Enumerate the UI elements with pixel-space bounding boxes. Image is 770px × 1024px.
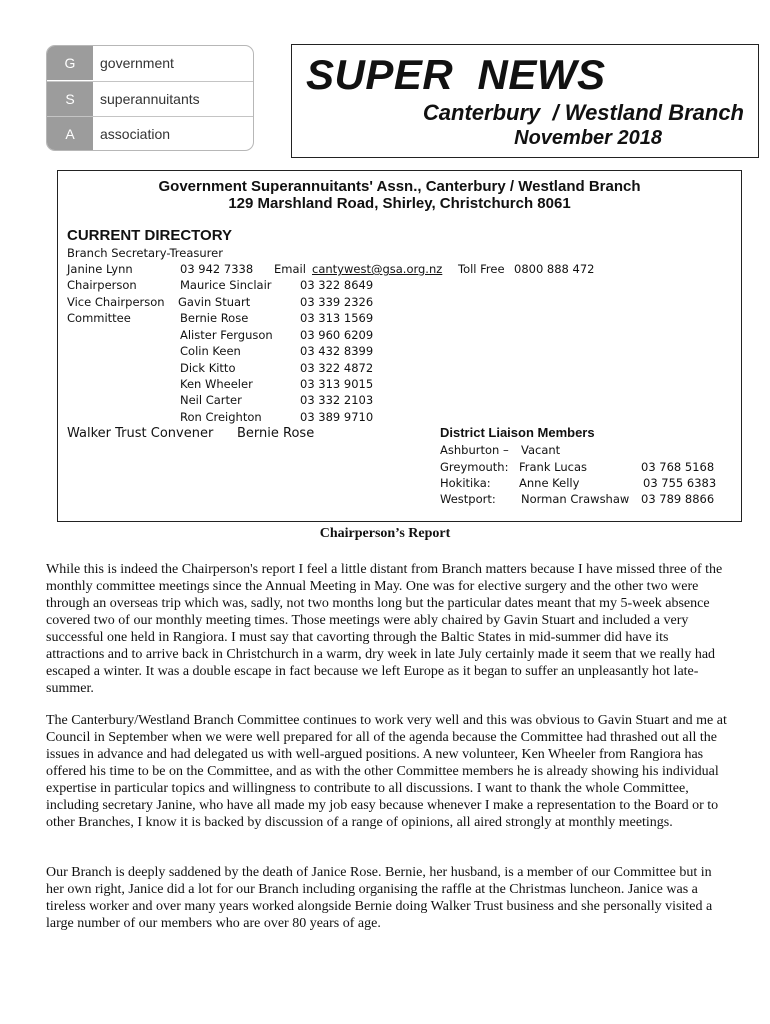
secretary-phone: 03 942 7338: [180, 262, 254, 276]
logo-word: superannuitants: [100, 91, 200, 107]
officer-role: Vice Chairperson: [67, 295, 165, 309]
walker-trust-role: Walker Trust Convener: [67, 426, 214, 441]
officer-name: Maurice Sinclair: [180, 278, 272, 292]
liaison-title: District Liaison Members: [440, 425, 595, 440]
report-title: Chairperson’s Report: [319, 526, 451, 541]
liaison-name: Norman Crawshaw: [521, 492, 630, 506]
directory-box: [57, 170, 742, 522]
officer-phone: 03 339 2326: [300, 295, 374, 309]
officer-name: Bernie Rose: [180, 311, 249, 325]
liaison-name: Vacant: [521, 443, 561, 457]
logo-row-superannuitants: [47, 81, 253, 116]
officer-name: Gavin Stuart: [178, 295, 251, 309]
officer-name: Colin Keen: [180, 344, 241, 358]
officer-name: Ken Wheeler: [180, 377, 253, 391]
report-paragraph: While this is indeed the Chairperson's report I feel a little distant from Branch matters because I have missed three of the monthly committee meetings since the Annual Meeting in May. One was for elective surgery and the other two were through an overseas trip which was, sadly, not two months long but the particular dates meant that my 5-week absence covered two of our monthly meeting times. Those meetings were ably chaired by Gavin Stuart and included a very successful one held in Rangiora. I must say that cavorting through the Baltic States in mid-summer did have its attractions and to arrive back in Christchurch in a warm, dry week in late July certainly made it seem that we really had escaped a winter. It was a double escape in fact because we left Europe as it began to suffer an unpleasantly hot late-summer.: [46, 562, 723, 696]
liaison-phone: 03 789 8866: [641, 492, 715, 506]
liaison-phone: 03 755 6383: [643, 476, 717, 490]
officer-phone: 03 389 9710: [300, 410, 374, 424]
liaison-place: Hokitika:: [440, 476, 491, 490]
officer-name: Alister Ferguson: [180, 328, 273, 342]
liaison-name: Frank Lucas: [519, 460, 588, 474]
officer-role: Chairperson: [67, 278, 137, 292]
issue-date: November 2018: [514, 127, 662, 149]
logo-row-government: [47, 46, 253, 80]
report-paragraph: Our Branch is deeply saddened by the death of Janice Rose. Bernie, her husband, is a member of our Committee but in her own right, Janice did a lot for our Branch including organising the raffle at the Christmas luncheon. Janice was a tireless worker and over many years worked alongside Bernie doing Walker Trust business and she personally visited a large number of our members who are over 80 years of age.: [46, 865, 713, 931]
gsa-logo: [46, 45, 254, 151]
secretary-name: Janine Lynn: [67, 262, 133, 276]
secretary-role: Branch Secretary-Treasurer: [67, 246, 223, 260]
liaison-place: Ashburton –: [440, 443, 509, 457]
officer-phone: 03 960 6209: [300, 328, 374, 342]
newsletter-title: SUPER NEWS: [306, 51, 606, 98]
walker-trust-name: Bernie Rose: [237, 426, 315, 441]
logo-word: government: [100, 55, 174, 71]
liaison-place: Westport:: [440, 492, 496, 506]
officer-phone: 03 313 9015: [300, 377, 374, 391]
directory-title: CURRENT DIRECTORY: [67, 227, 233, 244]
officer-name: Neil Carter: [180, 393, 242, 407]
email-link[interactable]: cantywest@gsa.org.nz: [312, 262, 443, 276]
officer-role: Committee: [67, 311, 131, 325]
officer-phone: 03 322 8649: [300, 278, 374, 292]
tollfree-number: 0800 888 472: [514, 262, 595, 276]
officer-phone: 03 313 1569: [300, 311, 374, 325]
officer-phone: 03 332 2103: [300, 393, 374, 407]
association-name: Government Superannuitants' Assn., Canterbury / Westland Branch: [158, 178, 641, 195]
officer-phone: 03 322 4872: [300, 361, 374, 375]
liaison-place: Greymouth:: [440, 460, 509, 474]
officer-name: Ron Creighton: [180, 410, 262, 424]
report-paragraph: The Canterbury/Westland Branch Committee continues to work very well and this was obvious to Gavin Stuart and me at Council in September when we were well prepared for all of the agenda because the Committee had thrashed out all the issues in advance and had delegated us with well-argued positions. A new volunteer, Ken Wheeler from Rangiora has offered his time to be on the Committee, and as with the other Committee members he is already showing his individual expertise in particular topics and willingness to contribute to all discussions. I want to thank the whole Committee, including secretary Janine, who have all made my job easy because whenever I make a representation to the Board or to other Branches, I know it is backed by discussion of a range of opinions, all aired strongly at monthly meetings.: [46, 713, 727, 830]
tollfree-label: Toll Free: [458, 262, 505, 276]
liaison-phone: 03 768 5168: [641, 460, 715, 474]
logo-row-association: [47, 116, 253, 151]
logo-word: association: [100, 126, 171, 142]
officer-name: Dick Kitto: [180, 361, 236, 375]
masthead: [291, 44, 759, 158]
branch-name: Canterbury / Westland Branch: [422, 100, 744, 125]
logo-letter: A: [47, 117, 93, 151]
officer-phone: 03 432 8399: [300, 344, 374, 358]
email-label: Email: [274, 262, 306, 276]
liaison-name: Anne Kelly: [519, 476, 580, 490]
logo-letter: S: [47, 82, 93, 116]
association-address: 129 Marshland Road, Shirley, Christchurch 8061: [228, 195, 571, 212]
logo-letter: G: [47, 46, 93, 80]
